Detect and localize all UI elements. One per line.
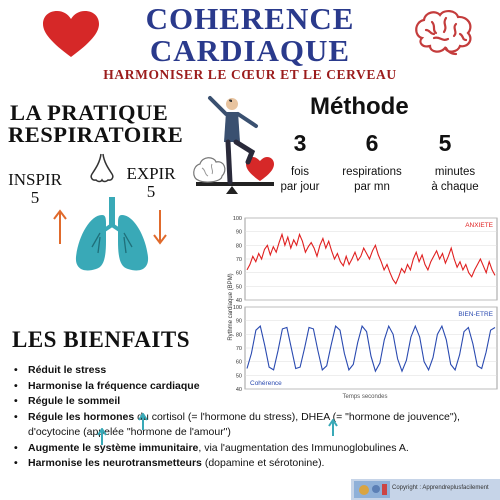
- expir-label: EXPIR: [126, 164, 176, 183]
- y-axis-label: Rythme cardiaque (BPM): [228, 273, 234, 341]
- y-tick-label: 40: [235, 298, 242, 304]
- y-tick-label: 70: [235, 346, 242, 352]
- nose-icon: [86, 152, 118, 184]
- down-arrow-icon: [152, 208, 168, 246]
- y-tick-label: 60: [235, 270, 242, 277]
- benefit-bold: Harmonise les neurotransmetteurs: [28, 457, 202, 469]
- bienfaits-heading: LES BIENFAITS: [12, 327, 191, 352]
- methode-line2: à chaque: [431, 181, 479, 193]
- benefit-rest: (dopamine et sérotonine).: [201, 457, 325, 469]
- title-line1: COHERENCE: [145, 1, 355, 36]
- y-tick-label: 50: [235, 373, 242, 380]
- subtitle: HARMONISER LE CŒUR ET LE CERVEAU: [103, 67, 397, 82]
- pratique-heading-line2: RESPIRATOIRE: [8, 122, 184, 147]
- y-tick-label: 40: [235, 387, 242, 393]
- benefit-item: [20, 456, 500, 472]
- inspir-value: 5: [30, 188, 40, 207]
- benefit-bold: Régule les hormones: [28, 410, 135, 423]
- benefit-item: [20, 394, 500, 410]
- up-arrow-icon: [138, 413, 148, 431]
- lungs-icon: [72, 197, 152, 275]
- inspir-label: INSPIR: [8, 170, 62, 189]
- y-tick-label: 100: [232, 216, 242, 222]
- benefit-item: [20, 410, 500, 441]
- up-arrow-icon: [52, 208, 68, 246]
- benefit-bold: Réduit le stress: [28, 364, 107, 376]
- series-name-label: BIEN-ETRE: [458, 311, 493, 318]
- heart-icon: [42, 11, 100, 59]
- methode-value: 3: [293, 130, 307, 156]
- methode-line2: par jour: [280, 181, 320, 193]
- pratique-heading-line1: LA PRATIQUE: [10, 100, 169, 125]
- methode-value: 6: [365, 130, 379, 156]
- copyright-banner: [351, 479, 500, 500]
- coherence-annotation: Cohérence: [250, 380, 282, 387]
- y-tick-label: 50: [235, 284, 242, 291]
- y-tick-label: 70: [235, 257, 242, 263]
- y-tick-label: 90: [235, 229, 242, 236]
- methode-line1: minutes: [434, 166, 476, 178]
- x-axis-label: Temps secondes: [342, 394, 388, 400]
- up-arrow-icon: [328, 419, 338, 437]
- benefit-item: [20, 441, 500, 457]
- benefit-rest: du cortisol (= l'hormone du stress), DHEA (= "hormone de jouvence"), d'ocytocine (appelée "hormone de l'amour"): [28, 410, 460, 438]
- methode-line1: fois: [291, 166, 309, 178]
- y-tick-label: 80: [235, 332, 242, 339]
- shield-icon: [354, 481, 390, 498]
- y-tick-label: 100: [232, 305, 242, 311]
- benefit-rest: , via l'augmentation des Immunoglobulines A.: [198, 441, 409, 454]
- y-tick-label: 90: [235, 318, 242, 325]
- benefit-bold: Harmonise la fréquence cardiaque: [28, 379, 200, 392]
- methode-line1: respirations: [342, 166, 402, 178]
- benefit-item: [20, 379, 500, 395]
- methode-value: 5: [438, 130, 452, 156]
- benefit-bold: Régule le sommeil: [28, 395, 121, 407]
- title-line2: CARDIAQUE: [149, 33, 351, 68]
- benefit-bold: Augmente le système immunitaire: [28, 441, 199, 454]
- series-name-label: ANXIETE: [465, 222, 493, 229]
- methode-line2: par mn: [354, 181, 390, 193]
- methode-heading: Méthode: [310, 93, 409, 120]
- y-tick-label: 60: [235, 359, 242, 366]
- benefits-list: [8, 363, 500, 472]
- up-arrow-icon: [97, 428, 107, 446]
- copyright-text: Copyright : Apprendreplusfacilement: [392, 485, 489, 491]
- y-tick-label: 80: [235, 243, 242, 250]
- benefit-item: [20, 363, 500, 379]
- brain-icon: [412, 8, 476, 58]
- expir-value: 5: [146, 182, 156, 201]
